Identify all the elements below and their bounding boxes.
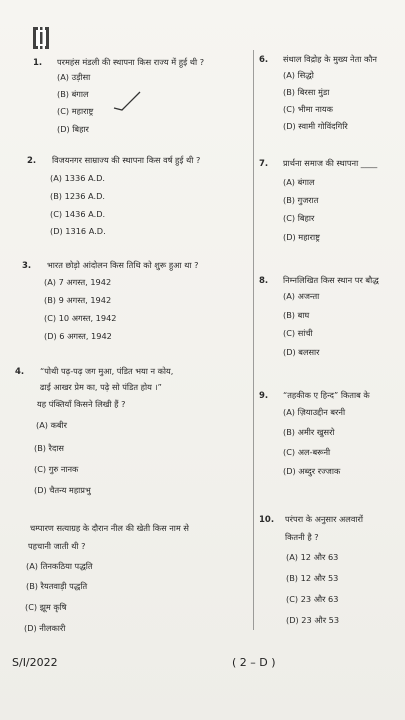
option-d: (D) 1316 A.D. bbox=[50, 226, 106, 236]
option-c: (C) गुरु नानक bbox=[34, 464, 79, 474]
option-a: (A) बंगाल bbox=[283, 177, 315, 187]
question-number: 6. bbox=[259, 55, 269, 65]
option-d: (D) बलसार bbox=[283, 347, 320, 357]
option-b: (B) बंगाल bbox=[57, 89, 89, 99]
question-text-line-2: कितनी है ? bbox=[285, 532, 319, 542]
option-a: (A) ज़ियाउद्दीन बरनी bbox=[283, 407, 346, 417]
option-b: (B) रैयतवाड़ी पद्धति bbox=[26, 581, 88, 591]
question-number: 7. bbox=[259, 159, 269, 169]
question-number: 1. bbox=[33, 58, 43, 68]
question-number: 3. bbox=[22, 261, 32, 271]
question-text-line-1: “पोथी पढ़-पढ़ जग मुआ, पंडित भया न कोय, bbox=[40, 366, 174, 376]
option-d: (D) चैतन्य महाप्रभु bbox=[34, 485, 91, 495]
option-b: (B) गुजरात bbox=[283, 195, 319, 205]
question-text-line-3: यह पंक्तियाँ किसने लिखी हैं ? bbox=[37, 399, 126, 409]
question-text: प्रार्थना समाज की स्थापना ____ bbox=[283, 158, 378, 168]
option-d: (D) 23 और 53 bbox=[286, 615, 340, 625]
option-c: (C) सांची bbox=[283, 328, 313, 338]
question-number: 8. bbox=[259, 276, 269, 286]
question-text: “तहकीक ए हिन्द” किताब के bbox=[283, 390, 370, 400]
option-a: (A) कबीर bbox=[36, 420, 68, 430]
option-c: (C) महाराष्ट्र bbox=[57, 106, 94, 116]
option-c: (C) 10 अगस्त, 1942 bbox=[44, 313, 117, 323]
option-a: (A) 7 अगस्त, 1942 bbox=[44, 277, 112, 287]
option-a: (A) तिनकठिया पद्धति bbox=[26, 561, 93, 571]
option-b: (B) अमीर खुसरो bbox=[283, 427, 335, 437]
option-a: (A) 1336 A.D. bbox=[50, 173, 105, 183]
question-text: परमहंस मंडली की स्थापना किस राज्य में हुई थी ? bbox=[57, 57, 205, 67]
option-c: (C) झूम कृषि bbox=[25, 602, 67, 612]
option-c: (C) 23 और 63 bbox=[286, 594, 339, 604]
tick-mark-icon bbox=[112, 90, 142, 112]
option-b: (B) 1236 A.D. bbox=[50, 191, 106, 201]
question-number: 4. bbox=[15, 367, 25, 377]
question-text: संथाल विद्रोह के मुख्य नेता कौन bbox=[283, 54, 377, 64]
option-c: (C) बिहार bbox=[283, 213, 315, 223]
question-number: 9. bbox=[259, 391, 269, 401]
option-a: (A) सिद्धो bbox=[283, 70, 314, 80]
option-b: (B) बाघ bbox=[283, 310, 310, 320]
question-text-line-1: परंपरा के अनुसार अलवारों bbox=[285, 514, 363, 524]
option-b: (B) रैदास bbox=[34, 443, 64, 453]
paper-code: S/I/2022 bbox=[12, 656, 58, 669]
question-number: 10. bbox=[259, 515, 275, 525]
option-c: (C) अल-बरूनी bbox=[283, 447, 331, 457]
question-text: भारत छोड़ो आंदोलन किस तिथि को शुरू हुआ था ? bbox=[47, 260, 199, 270]
option-a: (A) 12 और 63 bbox=[286, 552, 339, 562]
option-b: (B) बिरसा मुंडा bbox=[283, 87, 330, 97]
question-text-line-1: चम्पारण सत्याग्रह के दौरान नील की खेती किस नाम से bbox=[30, 523, 189, 533]
option-d: (D) नीलकारी bbox=[24, 623, 66, 633]
qr-code-icon bbox=[33, 27, 49, 49]
question-text: निम्नलिखित किस स्थान पर बौद्ध bbox=[283, 275, 379, 285]
option-a: (A) उड़ीसा bbox=[57, 72, 91, 82]
option-c: (C) भीमा नायक bbox=[283, 104, 333, 114]
option-d: (D) महाराष्ट्र bbox=[283, 232, 320, 242]
question-text-line-2: पहचानी जाती थी ? bbox=[28, 541, 86, 551]
option-d: (D) बिहार bbox=[57, 124, 89, 134]
option-b: (B) 9 अगस्त, 1942 bbox=[44, 295, 112, 305]
option-a: (A) अजन्ता bbox=[283, 291, 320, 301]
option-b: (B) 12 और 53 bbox=[286, 573, 339, 583]
option-d: (D) 6 अगस्त, 1942 bbox=[44, 331, 112, 341]
question-text: विजयनगर साम्राज्य की स्थापना किस वर्ष हुई थी ? bbox=[52, 155, 201, 165]
page-number: ( 2 – D ) bbox=[232, 656, 276, 669]
option-c: (C) 1436 A.D. bbox=[50, 209, 106, 219]
question-number: 2. bbox=[27, 156, 37, 166]
option-d: (D) अब्दुर रज्जाक bbox=[283, 466, 341, 476]
question-text-line-2: ढाई आखर प्रेम का, पढ़े सो पंडित होय ।” bbox=[40, 382, 162, 392]
option-d: (D) स्वामी गोविंदगिरि bbox=[283, 121, 348, 131]
column-divider bbox=[253, 50, 254, 630]
